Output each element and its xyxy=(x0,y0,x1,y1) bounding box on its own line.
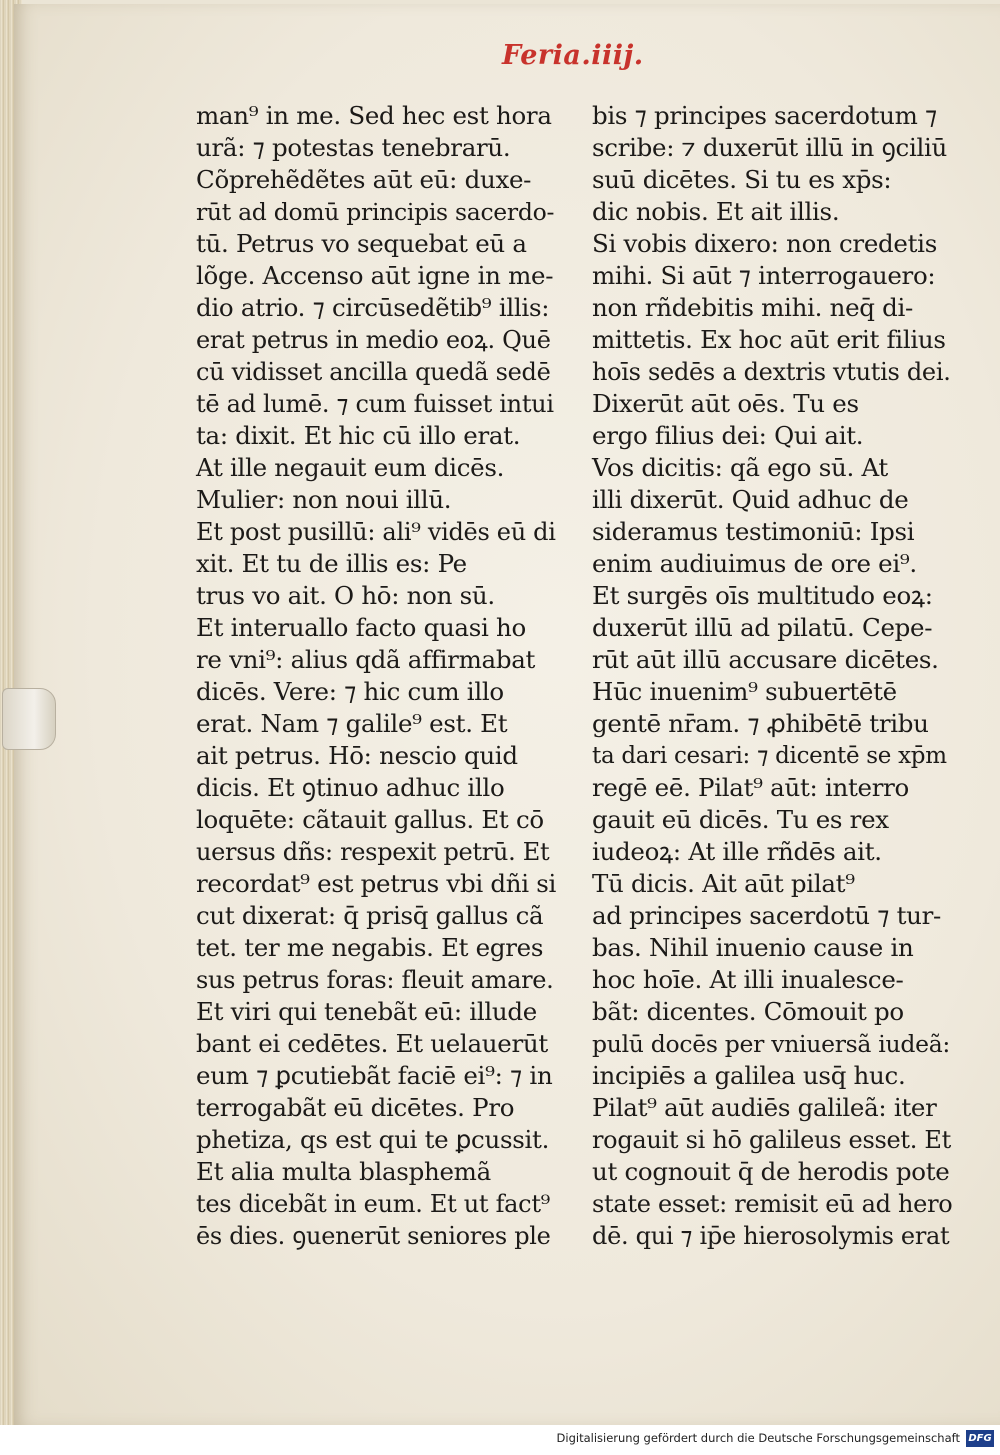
text-line: Tū dicis. Ait aūt pilat⁹ xyxy=(592,869,855,898)
text-line: Et alia multa blasphemã xyxy=(196,1157,491,1186)
text-line: pulū docēs per vniuersã iudeã: xyxy=(592,1030,951,1058)
text-line: Mulier: non noui illū. xyxy=(196,485,452,514)
text-line: Pilat⁹ aūt audiēs galileã: iter xyxy=(592,1093,937,1122)
text-line: ut cognouit q̄ de herodis pote xyxy=(592,1157,950,1186)
text-line: Et viri qui tenebãt eū: illude xyxy=(196,997,537,1026)
text-line: regē eē. Pilat⁹ aūt: interro xyxy=(592,773,909,802)
text-line: phetiza, qs est qui te ꝑcussit. xyxy=(196,1125,550,1154)
text-line: enim audiuimus de ore ei⁹. xyxy=(592,549,917,578)
text-line: illi dixerūt. Quid adhuc de xyxy=(592,485,909,514)
text-line: ta: dixit. Et hic cū illo erat. xyxy=(196,421,521,450)
text-line: Vos dicitis: qã ego sū. At xyxy=(592,453,888,482)
dfg-logo: DFG xyxy=(966,1430,994,1447)
text-line: terrogabãt eū dicētes. Pro xyxy=(196,1093,515,1122)
text-line: xit. Et tu de illis es: Pe xyxy=(196,549,467,578)
text-line: trus vo ait. O hō: non sū. xyxy=(196,581,495,610)
text-line: non rñdebitis mihi. neq̄ di- xyxy=(592,293,914,322)
text-line: rūt ad domū principis sacerdo- xyxy=(196,198,555,226)
text-line: rūt aūt illū accusare dicētes. xyxy=(592,645,939,674)
text-line: Et interuallo facto quasi ho xyxy=(196,613,526,642)
text-line: ergo filius dei: Qui ait. xyxy=(592,421,864,450)
text-line: dē. qui ⁊ ip̄e hierosolymis erat xyxy=(592,1222,950,1250)
text-line: erat petrus in medio eoꝝ. Quē xyxy=(196,326,551,354)
text-line: duxerūt illū ad pilatū. Cepe- xyxy=(592,613,933,642)
text-line: uersus dñs: respexit petrū. Et xyxy=(196,838,550,866)
text-line: Et surgēs oīs multitudo eoꝝ: xyxy=(592,581,933,610)
bookmark-tab xyxy=(2,688,56,750)
text-line: tē ad lumē. ⁊ cum fuisset intui xyxy=(196,390,554,418)
running-head: Feria.iiij. xyxy=(502,40,644,71)
text-line: state esset: remisit eū ad hero xyxy=(592,1190,953,1218)
text-line: suū dicētes. Si tu es xp̄s: xyxy=(592,165,892,194)
footer-credit: Digitalisierung gefördert durch die Deutsche Forschungsgemeinschaft xyxy=(556,1431,960,1445)
text-line: dicēs. Vere: ⁊ hic cum illo xyxy=(196,677,504,706)
text-line: rogauit si hō galileus esset. Et xyxy=(592,1126,951,1154)
text-line: dic nobis. Et ait illis. xyxy=(592,197,840,226)
text-line: urã: ⁊ potestas tenebrarū. xyxy=(196,133,511,162)
text-line: sus petrus foras: fleuit amare. xyxy=(196,966,554,994)
text-column-left xyxy=(196,100,556,1252)
text-line: lõge. Accenso aūt igne in me- xyxy=(196,261,554,290)
text-line: dio atrio. ⁊ circūsedẽtib⁹ illis: xyxy=(196,293,550,322)
text-line: re vni⁹: alius qdã affirmabat xyxy=(196,645,536,674)
text-line: ait petrus. Hō: nescio quid xyxy=(196,741,518,770)
text-line: gauit eū dicēs. Tu es rex xyxy=(592,805,889,834)
text-line: ad principes sacerdotū ⁊ tur- xyxy=(592,901,942,930)
text-line: sideramus testimoniū: Ipsi xyxy=(592,517,915,546)
text-line: hoīs sedēs a dextris vtutis dei. xyxy=(592,358,951,386)
text-line: recordat⁹ est petrus vbi dñi si xyxy=(196,869,557,898)
text-line: Dixerūt aūt oēs. Tu es xyxy=(592,389,859,418)
text-line: Et post pusillū: ali⁹ vidēs eū di xyxy=(196,518,556,546)
text-line: mihi. Si aūt ⁊ interrogauero: xyxy=(592,261,936,290)
text-line: ēs dies. ꝯuenerūt seniores ple xyxy=(196,1222,551,1250)
text-line: iudeoꝝ: At ille rñdēs ait. xyxy=(592,837,882,866)
text-line: incipiēs a galilea usq̄ huc. xyxy=(592,1061,906,1090)
manuscript-page xyxy=(14,4,1000,1425)
text-line: At ille negauit eum dicēs. xyxy=(196,453,505,482)
text-line: scribe: ⁊ duxerūt illū in ꝯciliū xyxy=(592,133,948,162)
text-line: bãt: dicentes. Cōmouit po xyxy=(592,997,904,1026)
text-line: dicis. Et ꝯtinuo adhuc illo xyxy=(196,773,505,802)
text-line: ta dari cesari: ⁊ dicentē se xp̄m xyxy=(592,743,947,769)
text-line: tet. ter me negabis. Et egres xyxy=(196,933,544,962)
text-line: tes dicebãt in eum. Et ut fact⁹ xyxy=(196,1190,550,1218)
text-line: cū vidisset ancilla quedã sedē xyxy=(196,358,551,386)
text-line: Cõprehẽdẽtes aūt eū: duxe- xyxy=(196,165,532,194)
text-line: bant ei cedētes. Et uelauerūt xyxy=(196,1029,548,1058)
text-line: cut dixerat: q̄ prisq̄ gallus cã xyxy=(196,901,544,930)
text-line: loquēte: cãtauit gallus. Et cō xyxy=(196,805,544,834)
text-line: erat. Nam ⁊ galile⁹ est. Et xyxy=(196,709,508,738)
text-line: tū. Petrus vo sequebat eū a xyxy=(196,229,527,258)
text-line: bas. Nihil inuenio cause in xyxy=(592,933,914,962)
text-line: eum ⁊ ꝑcutiebãt faciē ei⁹: ⁊ in xyxy=(196,1061,553,1090)
footer-bar xyxy=(0,1425,1000,1455)
text-line: bis ⁊ principes sacerdotum ⁊ xyxy=(592,101,937,130)
text-line: Hūc inuenim⁹ subuertētē xyxy=(592,677,897,706)
text-column-right xyxy=(592,100,952,1252)
text-line: man⁹ in me. Sed hec est hora xyxy=(196,101,552,130)
text-line: hoc hoīe. At illi inualesce- xyxy=(592,965,904,994)
text-line: mittetis. Ex hoc aūt erit filius xyxy=(592,325,946,354)
text-line: gentē nr̄am. ⁊ ꝓhibētē tribu xyxy=(592,709,929,738)
text-line: Si vobis dixero: non credetis xyxy=(592,229,937,258)
